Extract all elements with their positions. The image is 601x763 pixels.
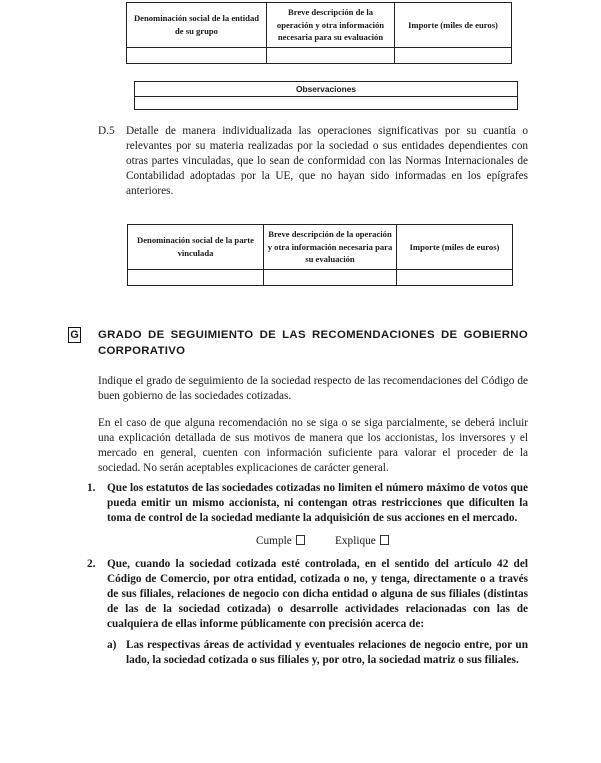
- explique-checkbox[interactable]: [380, 535, 389, 545]
- table-header-cell: Denominación social de la parte vinculada: [128, 225, 264, 270]
- d5-number: D.5: [98, 125, 115, 137]
- vinculada-operations-table: [127, 224, 513, 286]
- recommendation-text: Que, cuando la sociedad cotizada esté controlada, en el sentido del artículo 42 del Código de Comercio, por otra entidad, cotizada o no, y tenga, directamente o a través de sus filiales, relaciones de negocio con dicha entidad o alguna de sus filiales (distintas de las de la sociedad cotizada) o desarrolle actividades relacionadas con las de cualquiera de ellas informe públicamente con precisión acerca de:: [107, 558, 528, 630]
- d5-text: Detalle de manera individualizada las operaciones significativas por su cuantía o relevantes por su materia realizadas por la sociedad o sus entidades dependientes con otras partes vinculadas, que lo sean de conformidad con las Normas Internacionales de Contabilidad adoptadas por la UE, que no hayan sido informadas en los epígrafes anteriores.: [126, 125, 528, 197]
- table-cell[interactable]: [264, 270, 397, 286]
- table-header-row: [128, 225, 513, 270]
- sub-item-text: Las respectivas áreas de actividad y eventuales relaciones de negocio entre, por un lado, la sociedad cotizada o sus filiales y, por otro, la sociedad matriz o sus filiales.: [126, 639, 528, 666]
- section-intro-1: Indique el grado de seguimiento de la sociedad respecto de las recomendaciones del Código de buen gobierno de las sociedades cotizadas.: [98, 375, 528, 402]
- recommendation-text: Que los estatutos de las sociedades cotizadas no limiten el número máximo de votos que pueda emitir un mismo accionista, ni contengan otras restricciones que dificulten la toma de control de la sociedad mediante la adquisición de sus acciones en el mercado.: [107, 482, 528, 524]
- cumple-option[interactable]: [256, 534, 305, 549]
- table-header-cell: Breve descripción de la operación y otra información necesaria para su evaluación: [267, 3, 395, 48]
- explique-option[interactable]: [335, 534, 389, 549]
- table-header-cell: Importe (miles de euros): [395, 3, 512, 48]
- table-cell[interactable]: [397, 270, 513, 286]
- cumple-checkbox[interactable]: [296, 535, 305, 545]
- cumple-label: Cumple: [256, 535, 292, 547]
- observaciones-header: Observaciones: [135, 82, 518, 97]
- explique-label: Explique: [335, 535, 376, 547]
- observaciones-table: [134, 81, 518, 110]
- table-cell[interactable]: [267, 48, 395, 64]
- table-header-cell: Denominación social de la entidad de su grupo: [127, 3, 267, 48]
- table-row: [127, 48, 512, 64]
- table-header-cell: Breve descripción de la operación y otra información necesaria para su evaluación: [264, 225, 397, 270]
- section-intro-2: En el caso de que alguna recomendación no se siga o se siga parcialmente, se deberá incluir una explicación detallada de sus motivos de manera que los accionistas, los inversores y el mercado en general, cuenten con información suficiente para valorar el proceder de la sociedad. No serán aceptables explicaciones de carácter general.: [98, 417, 528, 474]
- table-header-row: [127, 3, 512, 48]
- section-title: GRADO DE SEGUIMIENTO DE LAS RECOMENDACIONES DE GOBIERNO CORPORATIVO: [98, 329, 528, 357]
- sub-item-label: a): [107, 639, 117, 651]
- table-cell[interactable]: [128, 270, 264, 286]
- section-letter-box: G: [68, 327, 81, 343]
- table-row: [128, 270, 513, 286]
- recommendation-number: 1.: [87, 482, 96, 494]
- table-cell[interactable]: [395, 48, 512, 64]
- recommendation-number: 2.: [87, 558, 96, 570]
- observaciones-field[interactable]: [135, 97, 518, 110]
- grupo-operations-table: [126, 2, 512, 64]
- table-header-cell: Importe (miles de euros): [397, 225, 513, 270]
- table-cell[interactable]: [127, 48, 267, 64]
